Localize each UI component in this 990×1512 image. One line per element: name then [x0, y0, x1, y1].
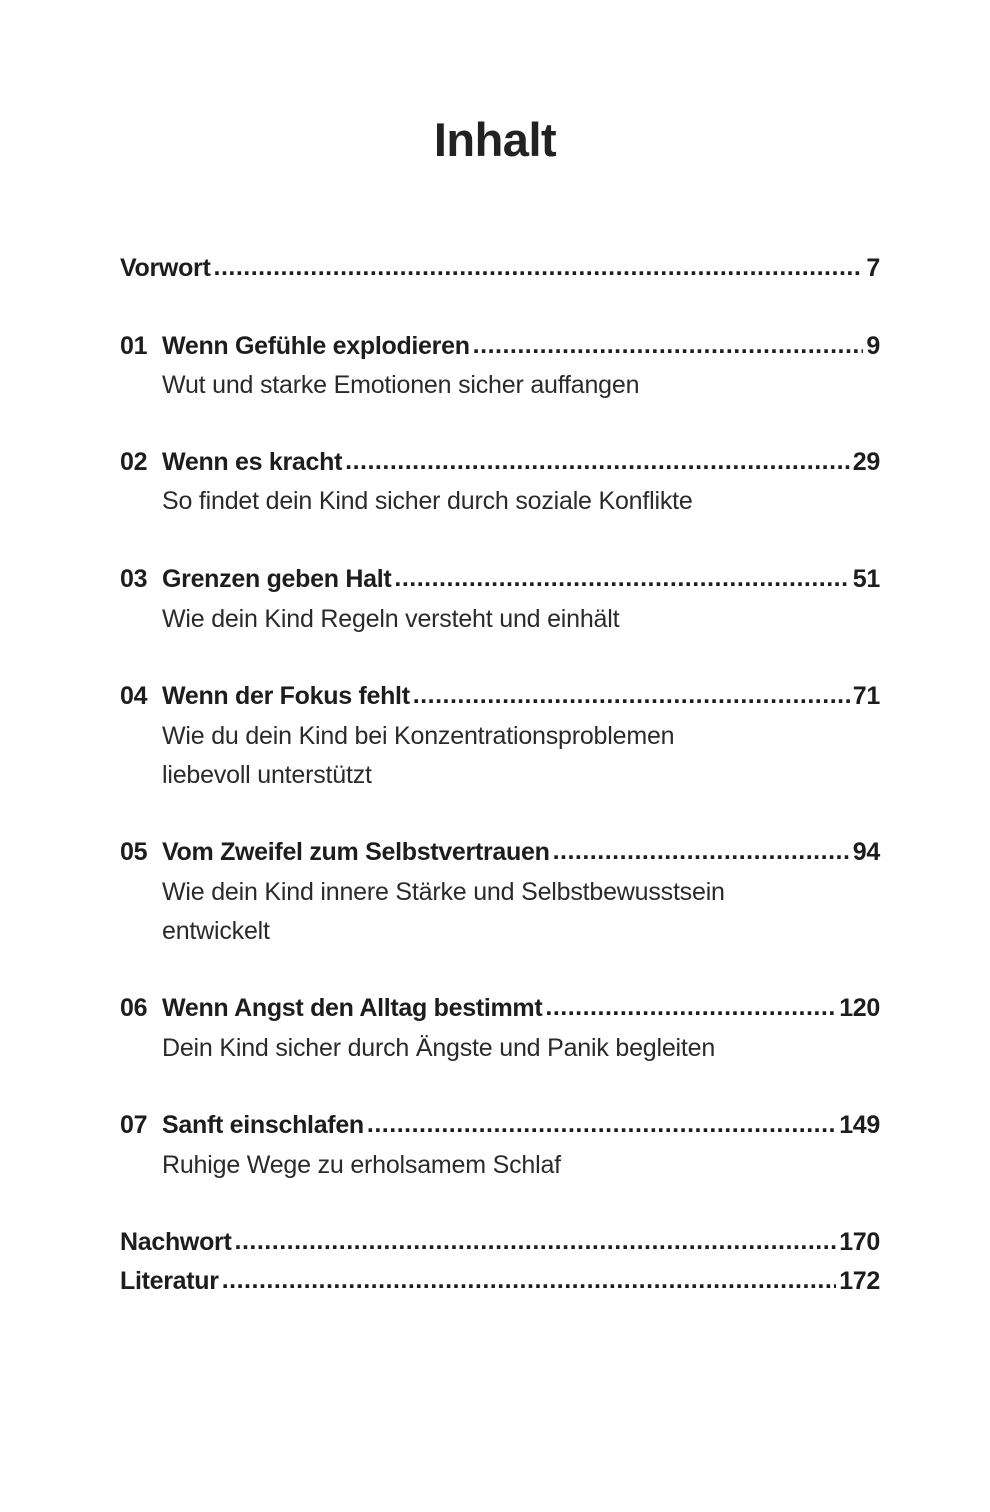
- chapter-subtitle-line: Dein Kind sicher durch Ängste und Panik begleiten: [162, 1034, 716, 1062]
- dot-leader: [222, 1264, 836, 1289]
- dot-leader: [413, 679, 850, 704]
- toc-page-number: 71: [852, 682, 880, 710]
- toc-page-number: 172: [839, 1267, 880, 1295]
- chapter-title: Grenzen geben Halt: [162, 565, 392, 593]
- toc-page-number: 51: [852, 565, 880, 593]
- dot-leader: [235, 1225, 837, 1250]
- chapter-subtitle: [162, 1029, 862, 1068]
- toc-entry-chapter-06[interactable]: [120, 991, 880, 1031]
- chapter-subtitle: [162, 600, 862, 639]
- chapter-number: 07: [120, 1111, 148, 1139]
- chapter-subtitle-line: Wie du dein Kind bei Konzentrationsproblemen: [162, 722, 675, 750]
- chapter-subtitle: [162, 717, 862, 795]
- toc-page-number: 120: [839, 994, 880, 1022]
- chapter-subtitle-line: Wie dein Kind Regeln versteht und einhält: [162, 605, 620, 633]
- chapter-subtitle-line: Wut und starke Emotionen sicher auffangen: [162, 371, 640, 399]
- chapter-subtitle: [162, 366, 862, 405]
- dot-leader: [367, 1108, 836, 1133]
- dot-leader: [473, 329, 864, 354]
- toc-entry-label: Nachwort: [120, 1228, 232, 1256]
- toc-page-number: 9: [866, 332, 880, 360]
- chapter-subtitle: [162, 482, 862, 521]
- toc-entry-chapter-05[interactable]: [120, 835, 880, 875]
- dot-leader: [214, 251, 864, 276]
- chapter-title: Vom Zweifel zum Selbstvertrauen: [162, 838, 550, 866]
- chapter-subtitle-line: liebevoll unterstützt: [162, 761, 372, 789]
- chapter-title: Wenn der Fokus fehlt: [162, 682, 410, 710]
- page-title: Inhalt: [433, 113, 557, 166]
- toc-entry-nachwort[interactable]: [120, 1225, 880, 1265]
- toc-page-number: 7: [866, 254, 880, 282]
- chapter-title: Wenn Gefühle explodieren: [162, 332, 470, 360]
- chapter-subtitle-line: Wie dein Kind innere Stärke und Selbstbewusstsein: [162, 878, 725, 906]
- chapter-title: Sanft einschlafen: [162, 1111, 364, 1139]
- dot-leader: [553, 835, 850, 860]
- toc-entry-chapter-02[interactable]: [120, 445, 880, 485]
- chapter-number: 02: [120, 448, 148, 476]
- chapter-subtitle-line: entwickelt: [162, 917, 270, 945]
- chapter-title: Wenn es kracht: [162, 448, 343, 476]
- chapter-number: 05: [120, 838, 148, 866]
- chapter-number: 04: [120, 682, 148, 710]
- toc-page-number: 149: [839, 1111, 880, 1139]
- toc-entry-chapter-03[interactable]: [120, 562, 880, 602]
- chapter-subtitle-line: Ruhige Wege zu erholsamem Schlaf: [162, 1151, 561, 1179]
- chapter-subtitle-line: So findet dein Kind sicher durch soziale Konflikte: [162, 487, 693, 515]
- toc-page-number: 94: [852, 838, 880, 866]
- chapter-subtitle: [162, 1146, 862, 1185]
- toc-entry-label: Vorwort: [120, 254, 211, 282]
- chapter-subtitle: [162, 873, 862, 951]
- dot-leader: [394, 562, 849, 587]
- toc-entry-label: Literatur: [120, 1267, 219, 1295]
- toc-entry-literatur[interactable]: [120, 1264, 880, 1304]
- toc-page-number: 170: [839, 1228, 880, 1256]
- toc-entry-chapter-07[interactable]: [120, 1108, 880, 1148]
- chapter-number: 03: [120, 565, 148, 593]
- dot-leader: [545, 991, 836, 1016]
- toc-entry-chapter-04[interactable]: [120, 679, 880, 719]
- dot-leader: [345, 445, 850, 470]
- toc-page-number: 29: [852, 448, 880, 476]
- toc-entry-vorwort[interactable]: [120, 251, 880, 291]
- toc-entry-chapter-01[interactable]: [120, 329, 880, 369]
- chapter-number: 01: [120, 332, 148, 360]
- chapter-title: Wenn Angst den Alltag bestimmt: [162, 994, 543, 1022]
- chapter-number: 06: [120, 994, 148, 1022]
